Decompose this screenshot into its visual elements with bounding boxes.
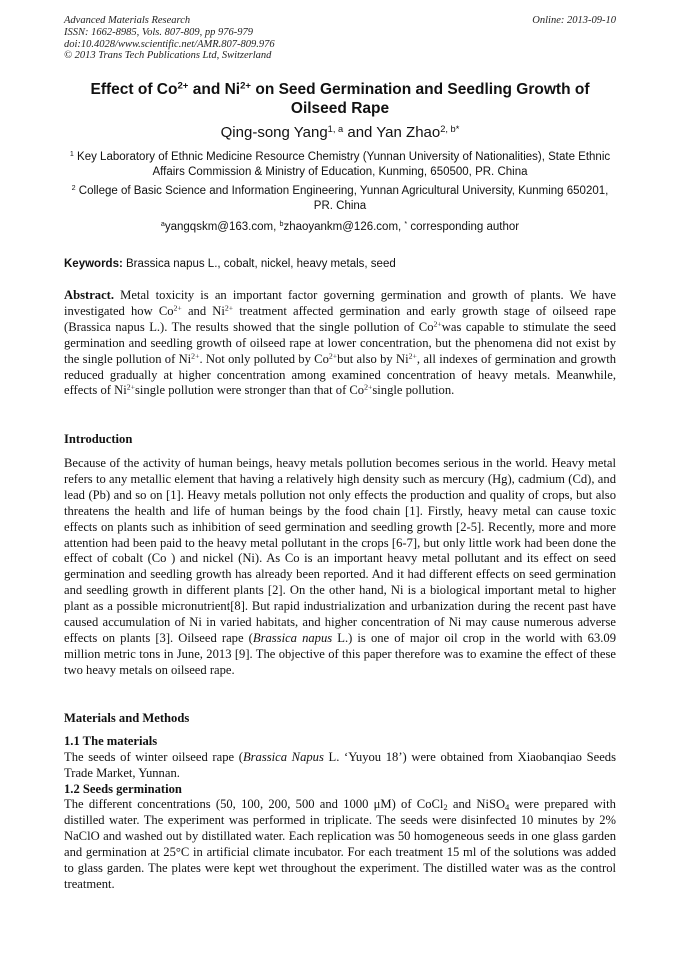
introduction-heading: Introduction: [64, 432, 133, 446]
subsection-1-1-body: [64, 750, 616, 782]
keywords-text: Brassica napus L., cobalt, nickel, heavy metals, seed: [122, 258, 396, 270]
chem-subscript: 4: [505, 802, 510, 813]
affiliation-1: [64, 150, 616, 180]
introduction-text: L.) is one of major oil crop in the world with 63.09 million metric tons in June, 2013 [9]. The objective of this paper therefore was to examine the effect of these two heavy metals on oilseed rape.: [64, 630, 616, 677]
species-name: Brassica napus: [252, 630, 333, 645]
ion-charge: 2+: [364, 383, 373, 393]
title-text-1: Effect of Co: [90, 81, 178, 98]
abstract-text: single pollution.: [372, 383, 455, 398]
email-marker-b: b: [279, 220, 284, 229]
online-date: Online: 2013-09-10: [532, 15, 616, 26]
materials-text: L. ‘Yuyou 18’) were obtained from Xiaobanqiao Seeds Trade Market, Yunnan.: [64, 750, 616, 780]
email-marker-a: a: [160, 220, 165, 229]
title-superscript-2: 2+: [240, 80, 252, 92]
keywords: [64, 257, 616, 272]
corresponding-marker: *: [404, 220, 408, 229]
ion-charge: 2+: [224, 303, 234, 313]
subsection-1-2-heading: 1.2 Seeds germination: [64, 782, 182, 796]
issn-line: ISSN: 1662-8985, Vols. 807-809, pp 976-979: [64, 26, 253, 38]
affiliation-2-text: College of Basic Science and Information Engineering, Yunnan Agricultural University, Kunming 650201, PR. China: [75, 185, 609, 212]
ion-charge: 2+: [126, 383, 136, 393]
author-list: [64, 124, 616, 142]
abstract-text: was capable to stimulate the seed germination and seedling growth of oilseed rape at lower concentration, but the phenomena did not exist by the single pollution of Ni: [64, 319, 616, 366]
germination-text: were prepared with distilled water. The experiment was performed in triplicate. The seeds were disinfected 10 minutes by 2% NaClO and washed out by distillated water. Each replication was 50 homogeneous seeds in one glass garden and germination at 25°C in artificial climate incubator. For each treatment 15 ml of the solutions was added to glass garden. The plates were kept wet throughout the experiment. The distilled water was as the control treatment.: [64, 797, 616, 891]
subsection-1-2-body: [64, 797, 616, 892]
abstract-text: but also by Ni: [337, 351, 409, 366]
author-1: Qing-song Yang: [220, 124, 328, 141]
subsection-1-1-heading: 1.1 The materials: [64, 734, 158, 748]
email-2[interactable]: zhaoyankm@126.com,: [283, 221, 405, 233]
abstract-label: Abstract.: [64, 288, 115, 302]
abstract-text: and Ni: [181, 303, 225, 318]
affiliation-2: [64, 184, 616, 214]
author-conjunction: and: [343, 124, 377, 141]
abstract-text: treatment affected germination and early growth stage of oilseed rape (Brassica napus L.). The results showed that the single pollution of Co: [64, 303, 616, 334]
author-2-affil: 2, b*: [440, 123, 460, 134]
species-name: Brassica Napus: [242, 750, 324, 764]
germination-text: The different concentrations (50, 100, 200, 500 and 1000 μM) of CoCl: [64, 797, 444, 811]
affiliation-1-marker: 1: [69, 150, 74, 159]
materials-text: The seeds of winter oilseed rape (: [64, 750, 243, 764]
introduction-text: Because of the activity of human beings, heavy metals pollution becomes serious in the world. Heavy metal refers to any metallic element that having a relatively high density such as mercury (Hg), cadmium (Cd), and lead (Pb) and so on [1]. Heavy metals pollution not only effects the production and quality of crops, but also threatens the health and life of human beings by the food chain [1]. Firstly, heavy metal can cause toxic effects on plants such as inhibition of seed germination and seedling growth [2-5]. Recently, more and more attention had been paid to the heavy metal pollutant in the crops [6-7], but only little work had been done the effect of cobalt (Co ) and nickel (Ni). As Co is an important heavy metal pollutant and its effect on seed germination and seedling growth has already been reported. And it had different effects on seed germination and seedling growth in different plants [2]. On the other hand, Ni is a biological important metal to higher plant as a possible micronutrient[8]. But rapid industrialization and urbanization during the recent past have caused accumulation of Ni in varied habitats, and higher concentration of Ni may cause numerous adverse effects on plants [3]. Oilseed rape (: [64, 456, 616, 645]
ion-charge: 2+: [328, 351, 338, 361]
abstract: [64, 288, 616, 399]
keywords-label: Keywords:: [64, 258, 123, 270]
title-superscript-1: 2+: [177, 80, 189, 92]
email-1[interactable]: yangqskm@163.com,: [164, 221, 280, 233]
affiliation-2-marker: 2: [71, 184, 76, 193]
journal-name: Advanced Materials Research: [64, 15, 191, 26]
title-text-3: on Seed Germination and Seedling Growth of: [251, 81, 590, 98]
affiliation-1-text: Key Laboratory of Ethnic Medicine Resource Chemistry (Yunnan University of Nationalities), State Ethnic Affairs Commission & Ministry of Education, Kunming, 650500, PR. China: [73, 151, 611, 178]
title-line-2: Oilseed Rape: [290, 100, 390, 117]
paper-title: [64, 80, 616, 118]
abstract-text: single pollution were stronger than that of Co: [135, 383, 365, 398]
introduction-body: [64, 456, 616, 679]
chem-subscript: 2: [443, 802, 448, 813]
title-text-2: and Ni: [188, 81, 241, 98]
author-2: Yan Zhao: [376, 124, 441, 141]
germination-text: and NiSO: [447, 797, 506, 811]
journal-header: [64, 15, 275, 62]
ion-charge: 2+: [191, 351, 200, 361]
author-1-affil: 1, a: [327, 123, 344, 134]
copyright-line: © 2013 Trans Tech Publications Ltd, Switzerland: [64, 50, 272, 62]
abstract-text: . Not only polluted by Co: [199, 351, 329, 366]
abstract-text: , all indexes of germination and growth reduced gradually at higher concentration among examined concentration of heavy metals. Meanwhile, effects of Ni: [64, 351, 616, 398]
methods-heading: Materials and Methods: [64, 711, 190, 725]
doi-line: doi:10.4028/www.scientific.net/AMR.807-809.976: [64, 38, 275, 50]
abstract-text: Metal toxicity is an important factor governing germination and growth of plants. We have investigated how Co: [64, 288, 616, 318]
ion-charge: 2+: [408, 351, 417, 361]
corresponding-note: corresponding author: [407, 221, 520, 233]
author-emails: [64, 220, 616, 235]
ion-charge: 2+: [173, 303, 182, 313]
ion-charge: 2+: [433, 319, 442, 329]
